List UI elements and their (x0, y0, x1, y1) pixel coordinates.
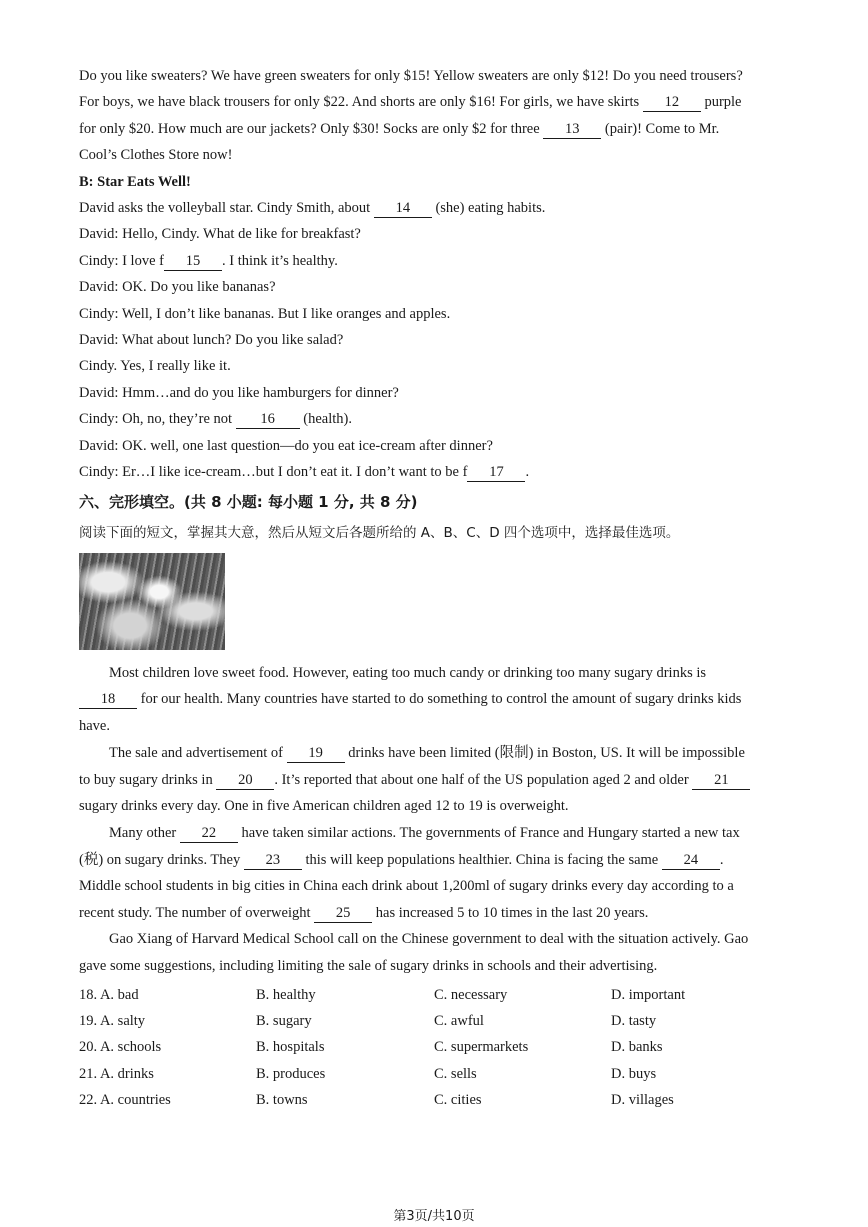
blank-18: 18 (79, 690, 137, 709)
option-b: B. produces (256, 1065, 326, 1082)
text-line: recent study. The number of overweight 25 has increased 5 to 10 times in the last 20 years. (79, 904, 649, 921)
blank-21: 21 (692, 771, 750, 790)
option-c: C. sells (434, 1065, 477, 1082)
dialogue-line: Cindy. Yes, I really like it. (79, 358, 231, 375)
text-line: to buy sugary drinks in 20 . It’s reported that about one half of the US population aged 2 and older 21 (79, 767, 791, 794)
text-line: Middle school students in big cities in China each drink about 1,200ml of sugary drinks every day according to a (79, 878, 734, 895)
blank-20: 20 (216, 771, 274, 790)
text-line: have. (79, 717, 110, 734)
dialogue-line: David: Hmm…and do you like hamburgers for dinner? (79, 384, 399, 401)
text-line: Many other 22 have taken similar actions. The governments of France and Hungary started a new tax (109, 825, 740, 842)
text-line: The sale and advertisement of 19 drinks have been limited (限制) in Boston, US. It will be impossible (109, 745, 745, 762)
option-row-19 (79, 1008, 791, 1034)
section-6-heading: 六、完形填空。(共 8 小题: 每小题 1 分, 共 8 分) (79, 492, 418, 511)
text-line: for only $20. How much are our jackets? Only $30! Socks are only $2 for three 13 (pair)! Come to Mr. (79, 120, 720, 137)
text-line: Do you like sweaters? We have green sweaters for only $15! Yellow sweaters are only $12! Do you need trousers? (79, 68, 743, 84)
option-a: 20. A. schools (79, 1039, 162, 1056)
dialogue-line: Cindy: Er…I like ice-cream…but I don’t eat it. I don’t want to be f 17 . (79, 464, 530, 481)
option-row-22 (79, 1087, 791, 1113)
option-b: B. healthy (256, 986, 316, 1003)
option-c: C. supermarkets (434, 1039, 529, 1056)
blank-12: 12 (643, 93, 701, 112)
blank-16: 16 (236, 410, 300, 429)
text-line: Most children love sweet food. However, eating too much candy or drinking too many sugary drinks is (109, 664, 707, 681)
option-a: 18. A. bad (79, 986, 139, 1003)
cloze-passage (79, 660, 791, 980)
dialogue-line: David: Hello, Cindy. What de like for breakfast? (79, 226, 361, 243)
option-row-20 (79, 1034, 791, 1060)
text-line: gave some suggestions, including limiting the sale of sugary drinks in schools and their advertising. (79, 958, 658, 975)
text-line: (税) on sugary drinks. They 23 this will keep populations healthier. China is facing the same 24 . (79, 851, 724, 868)
blank-15: 15 (164, 252, 222, 271)
blank-19: 19 (287, 744, 345, 763)
dialogue-line: David: OK. well, one last question—do you eat ice-cream after dinner? (79, 437, 493, 454)
blank-24: 24 (662, 851, 720, 870)
page-number: 第3页/共10页 (393, 1209, 475, 1224)
option-d: D. important (611, 986, 686, 1003)
passage-photo (79, 553, 225, 650)
dialogue-line: Cindy: Oh, no, they’re not 16 (health). (79, 411, 353, 428)
text-line: 18 for our health. Many countries have started to do something to control the amount of sugary drinks kids (79, 686, 791, 713)
blank-13: 13 (543, 120, 601, 139)
text-line: For boys, we have black trousers for only $22. And shorts are only $16! For girls, we have skirts 12 purple (79, 94, 742, 111)
text-line: Cool’s Clothes Store now! (79, 147, 233, 164)
dialogue-line: David: What about lunch? Do you like salad? (79, 332, 344, 349)
option-a: 19. A. salty (79, 1013, 146, 1030)
option-a: 22. A. countries (79, 1092, 171, 1109)
dialogue-line: David: OK. Do you like bananas? (79, 279, 276, 296)
option-b: B. sugary (256, 1013, 312, 1030)
dialogue-line: Cindy: Well, I don’t like bananas. But I like oranges and apples. (79, 305, 451, 322)
blank-17: 17 (467, 463, 525, 482)
section-b-title: B: Star Eats Well! (79, 173, 191, 190)
option-b: B. towns (256, 1092, 308, 1109)
option-row-21 (79, 1061, 791, 1087)
section-b-dialogue (79, 169, 791, 486)
blank-22: 22 (180, 824, 238, 843)
blank-14: 14 (374, 199, 432, 218)
text-line: sugary drinks every day. One in five American children aged 12 to 19 is overweight. (79, 798, 569, 815)
dialogue-line: Cindy: I love f 15 . I think it’s healthy. (79, 252, 338, 269)
option-d: D. tasty (611, 1013, 657, 1030)
section-6-instruction: 阅读下面的短文，掌握其大意，然后从短文后各题所给的 A、B、C、D 四个选项中，选择最佳选项。 (79, 524, 680, 541)
option-d: D. buys (611, 1065, 657, 1082)
option-b: B. hospitals (256, 1039, 325, 1056)
page-content (79, 63, 791, 1114)
blank-23: 23 (244, 851, 302, 870)
intro-line: David asks the volleyball star. Cindy Smith, about 14 (she) eating habits. (79, 200, 546, 217)
blank-25: 25 (314, 904, 372, 923)
option-a: 21. A. drinks (79, 1065, 154, 1082)
option-c: C. cities (434, 1092, 482, 1109)
option-c: C. awful (434, 1013, 484, 1030)
option-d: D. villages (611, 1092, 674, 1109)
options-table (79, 982, 791, 1114)
option-c: C. necessary (434, 986, 508, 1003)
text-line: Gao Xiang of Harvard Medical School call on the Chinese government to deal with the situation actively. Gao (109, 931, 749, 948)
section-a-passage (79, 63, 791, 169)
option-row-18 (79, 982, 791, 1008)
option-d: D. banks (611, 1039, 663, 1056)
